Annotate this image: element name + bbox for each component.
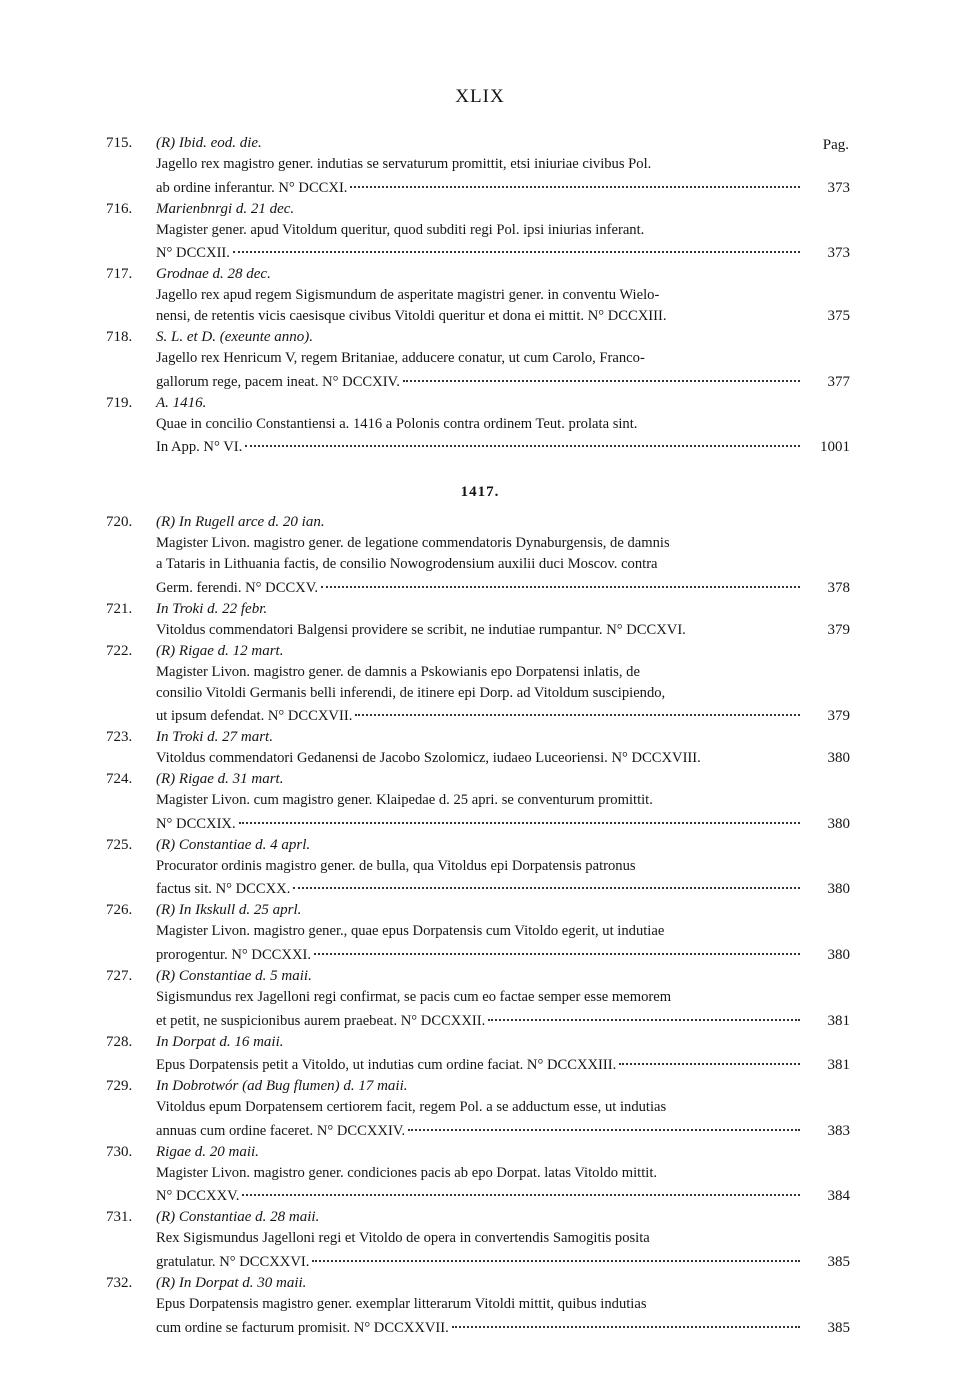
entry-number: 718. <box>106 329 133 346</box>
entry-heading <box>106 900 850 921</box>
summary-line: Germ. ferendi. N° DCCXV. <box>156 579 319 596</box>
entry-heading <box>106 393 850 414</box>
entry-summary <box>156 987 803 1032</box>
leader-dots <box>488 1004 800 1021</box>
page-reference: 1001 <box>820 439 850 456</box>
entry-summary <box>156 348 803 393</box>
page-reference: 385 <box>827 1319 850 1336</box>
leader-dots <box>355 700 800 717</box>
entry-heading <box>106 264 850 285</box>
entry-heading <box>106 599 850 620</box>
entry-summary <box>156 154 803 199</box>
summary-line: Jagello rex Henricum V, regem Britaniae, adducere conatur, ut cum Carolo, Franco- <box>156 350 645 367</box>
page-reference: 378 <box>827 579 850 596</box>
entry-date: (R) Rigae d. 12 mart. <box>156 642 284 659</box>
summary-line: N° DCCXII. <box>156 245 230 262</box>
index-entry <box>106 769 850 835</box>
summary-line: Magister Livon. cum magistro gener. Klaipedae d. 25 apri. se conventurum promittit. <box>156 792 653 809</box>
entry-heading <box>106 769 850 790</box>
index-entry <box>106 599 850 641</box>
summary-last-line <box>156 620 803 641</box>
entry-summary <box>156 1097 803 1142</box>
summary-line: N° DCCXXV. <box>156 1188 240 1205</box>
summary-line: N° DCCXIX. <box>156 815 236 832</box>
page-reference: 373 <box>827 179 850 196</box>
summary-line: prorogentur. N° DCCXXI. <box>156 946 312 963</box>
entry-number: 722. <box>106 642 133 659</box>
summary-last-line <box>156 1249 803 1273</box>
summary-line: annuas cum ordine faceret. N° DCCXXIV. <box>156 1122 406 1139</box>
entry-heading <box>106 641 850 662</box>
entry-heading <box>106 727 850 748</box>
summary-line: Procurator ordinis magistro gener. de bulla, qua Vitoldus epi Dorpatensis patronus <box>156 857 636 874</box>
index-entry <box>106 641 850 728</box>
index-entry <box>106 1207 850 1273</box>
entry-summary <box>156 1294 803 1339</box>
summary-line: gallorum rege, pacem ineat. N° DCCXIV. <box>156 373 400 390</box>
summary-last-line <box>156 1053 803 1077</box>
entry-heading <box>106 966 850 987</box>
summary-last-line <box>156 748 803 769</box>
entry-heading <box>106 327 850 348</box>
entry-summary <box>156 533 803 599</box>
summary-line: Magister Livon. magistro gener. condiciones pacis ab epo Dorpat. latas Vitoldo mittit. <box>156 1164 658 1181</box>
entry-date: (R) In Rugell arce d. 20 ian. <box>156 514 325 530</box>
summary-line: et petit, ne suspicionibus aurem praebeat. N° DCCXXII. <box>156 1012 486 1029</box>
summary-last-line <box>156 306 803 327</box>
entry-number: 728. <box>106 1033 133 1050</box>
entry-date: (R) Rigae d. 31 mart. <box>156 771 284 788</box>
index-entry <box>106 835 850 901</box>
entry-number: 716. <box>106 200 133 217</box>
summary-last-line <box>156 175 803 199</box>
entry-number: 719. <box>106 394 133 411</box>
year-heading: 1417. <box>460 484 500 500</box>
entry-date: In Troki d. 27 mart. <box>156 729 273 746</box>
page-reference: 381 <box>827 1012 850 1029</box>
summary-line: a Tataris in Lithuania factis, de consilio Nowogrodensium auxilii duci Moscov. contra <box>156 556 658 572</box>
summary-line: Magister Livon. magistro gener. de legatione commendatoris Dynaburgensis, de damnis <box>156 535 670 551</box>
leader-dots <box>452 1311 800 1328</box>
page-reference: 380 <box>827 946 850 963</box>
index-entry <box>106 1273 850 1339</box>
summary-last-line <box>156 877 803 901</box>
summary-line: Vitoldus epum Dorpatensem certiorem facit, regem Pol. a se adductum esse, ut indutias <box>156 1099 667 1116</box>
summary-line: Vitoldus commendatori Balgensi providere se scribit, ne indutiae rumpantur. N° DCCXVI. <box>156 621 686 638</box>
summary-line: gratulatur. N° DCCXXVI. <box>156 1253 310 1270</box>
summary-last-line <box>156 811 803 835</box>
entry-summary <box>156 220 803 265</box>
page-reference: 381 <box>827 1057 850 1074</box>
summary-line: consilio Vitoldi Germanis belli inferendi, de itinere epi Dorp. ad Vitoldum suscipiendo, <box>156 684 666 701</box>
entry-summary <box>156 620 803 641</box>
entry-heading <box>106 133 850 154</box>
summary-line: Magister Livon. magistro gener. de damnis a Pskowianis epo Dorpatensi inlatis, de <box>156 663 640 680</box>
page-reference: 375 <box>827 308 850 325</box>
index-entry <box>106 900 850 966</box>
index-section-1417 <box>106 512 850 1339</box>
entry-number: 730. <box>106 1143 133 1160</box>
entry-date: Marienbnrgi d. 21 dec. <box>156 200 295 217</box>
index-entry <box>106 727 850 769</box>
page-reference: 377 <box>827 373 850 390</box>
summary-line: Epus Dorpatensis petit a Vitoldo, ut indutias cum ordine faciat. N° DCCXXIII. <box>156 1057 617 1074</box>
entry-summary <box>156 662 803 728</box>
summary-last-line <box>156 942 803 966</box>
summary-last-line <box>156 704 803 728</box>
entry-heading <box>106 1142 850 1163</box>
leader-dots <box>408 1114 800 1131</box>
entry-number: 726. <box>106 902 133 919</box>
entry-date: (R) Ibid. eod. die. <box>156 135 262 151</box>
entry-date: (R) In Dorpat d. 30 maii. <box>156 1274 307 1291</box>
index-entry <box>106 199 850 265</box>
summary-last-line <box>156 241 803 265</box>
entry-date: S. L. et D. (exeunte anno). <box>156 329 314 346</box>
index-entry <box>106 512 850 599</box>
summary-line: ab ordine inferantur. N° DCCXI. <box>156 179 348 196</box>
entry-date: In Dorpat d. 16 maii. <box>156 1033 284 1050</box>
leader-dots <box>314 938 800 955</box>
entry-date: Grodnae d. 28 dec. <box>156 266 271 283</box>
leader-dots <box>312 1245 800 1262</box>
summary-line: Jagello rex apud regem Sigismundum de asperitate magistri gener. in conventu Wielo- <box>156 287 660 304</box>
summary-last-line <box>156 575 803 599</box>
summary-line: factus sit. N° DCCXX. <box>156 881 291 898</box>
entry-date: (R) Constantiae d. 5 maii. <box>156 967 312 984</box>
summary-last-line <box>156 435 803 459</box>
summary-last-line <box>156 1315 803 1339</box>
leader-dots <box>350 171 800 188</box>
page-reference: 373 <box>827 245 850 262</box>
entry-heading <box>106 1273 850 1294</box>
summary-line: In App. N° VI. <box>156 439 243 456</box>
page-reference: 379 <box>827 621 850 638</box>
leader-dots <box>239 807 800 824</box>
index-entry <box>106 264 850 327</box>
page-reference: 379 <box>827 708 850 725</box>
entry-summary <box>156 414 803 459</box>
index-section-1416 <box>106 133 850 458</box>
index-entry <box>106 133 850 199</box>
page-reference: 380 <box>827 750 850 767</box>
entry-number: 732. <box>106 1274 133 1291</box>
leader-dots <box>321 571 800 588</box>
entry-number: 717. <box>106 266 133 283</box>
entry-date: A. 1416. <box>156 394 207 411</box>
summary-line: Magister gener. apud Vitoldum queritur, quod subditi regi Pol. ipsi iniurias inferant. <box>156 221 645 238</box>
summary-line: ut ipsum defendat. N° DCCXVII. <box>156 708 353 725</box>
index-entry <box>106 1076 850 1142</box>
summary-last-line <box>156 369 803 393</box>
summary-line: Magister Livon. magistro gener., quae epus Dorpatensis cum Vitoldo egerit, ut indutiae <box>156 923 665 940</box>
summary-line: Jagello rex magistro gener. indutias se servaturum promittit, etsi iniuriae civibus Pol. <box>156 156 652 172</box>
entry-date: Rigae d. 20 maii. <box>156 1143 259 1160</box>
entry-date: (R) Constantiae d. 4 aprl. <box>156 836 311 853</box>
page-number: XLIX <box>455 86 505 107</box>
summary-line: Quae in concilio Constantiensi a. 1416 a Polonis contra ordinem Teut. prolata sint. <box>156 415 638 432</box>
entry-number: 724. <box>106 771 133 788</box>
summary-last-line <box>156 1008 803 1032</box>
index-entry <box>106 1142 850 1208</box>
entry-number: 731. <box>106 1209 133 1226</box>
index-entry <box>106 327 850 393</box>
page-reference: 380 <box>827 815 850 832</box>
page-reference: 380 <box>827 881 850 898</box>
entry-number: 723. <box>106 729 133 746</box>
entry-number: 729. <box>106 1078 133 1095</box>
entry-number: 725. <box>106 836 133 853</box>
leader-dots <box>245 431 800 448</box>
summary-line: Sigismundus rex Jagelloni regi confirmat, se pacis cum eo factae semper esse memorem <box>156 988 672 1005</box>
entry-date: In Dobrotwór (ad Bug flumen) d. 17 maii. <box>156 1078 408 1095</box>
summary-last-line <box>156 1184 803 1208</box>
summary-last-line <box>156 1118 803 1142</box>
page-reference: 383 <box>827 1122 850 1139</box>
entry-summary <box>156 285 803 327</box>
entry-summary <box>156 748 803 769</box>
entry-date: (R) Constantiae d. 28 maii. <box>156 1209 320 1226</box>
pag-label: Pag. <box>822 137 849 153</box>
entry-date: (R) In Ikskull d. 25 aprl. <box>156 902 302 919</box>
summary-line: Rex Sigismundus Jagelloni regi et Vitoldo de opera in convertendis Samogitis posita <box>156 1230 650 1247</box>
page-reference: 385 <box>827 1253 850 1270</box>
entry-date: In Troki d. 22 febr. <box>156 600 268 617</box>
entry-summary <box>156 921 803 966</box>
entry-number: 715. <box>106 135 133 151</box>
index-entry <box>106 1032 850 1077</box>
entry-heading <box>106 512 850 533</box>
entry-heading <box>106 1207 850 1228</box>
entry-summary <box>156 790 803 835</box>
leader-dots <box>403 365 800 382</box>
summary-line: Epus Dorpatensis magistro gener. exemplar litterarum Vitoldi mittit, quibus indutias <box>156 1295 647 1312</box>
entry-heading <box>106 199 850 220</box>
entry-heading <box>106 835 850 856</box>
entry-number: 720. <box>106 514 133 530</box>
entry-summary <box>156 856 803 901</box>
entry-number: 721. <box>106 600 133 617</box>
leader-dots <box>619 1049 800 1066</box>
entry-heading <box>106 1076 850 1097</box>
entry-summary <box>156 1163 803 1208</box>
page-reference: 384 <box>827 1188 850 1205</box>
entry-number: 727. <box>106 967 133 984</box>
summary-line: nensi, de retentis vicis caesisque civibus Vitoldi queritur et dona ei mittit. N° DCCXIII. <box>156 308 667 325</box>
summary-line: cum ordine se facturum promisit. N° DCCXXVII. <box>156 1319 449 1336</box>
leader-dots <box>233 237 800 254</box>
entry-summary <box>156 1053 803 1077</box>
entry-summary <box>156 1228 803 1273</box>
summary-line: Vitoldus commendatori Gedanensi de Jacobo Szolomicz, iudaeo Luceoriensi. N° DCCXVIII. <box>156 750 701 767</box>
index-entry <box>106 966 850 1032</box>
leader-dots <box>293 873 800 890</box>
index-entry <box>106 393 850 459</box>
leader-dots <box>242 1180 800 1197</box>
